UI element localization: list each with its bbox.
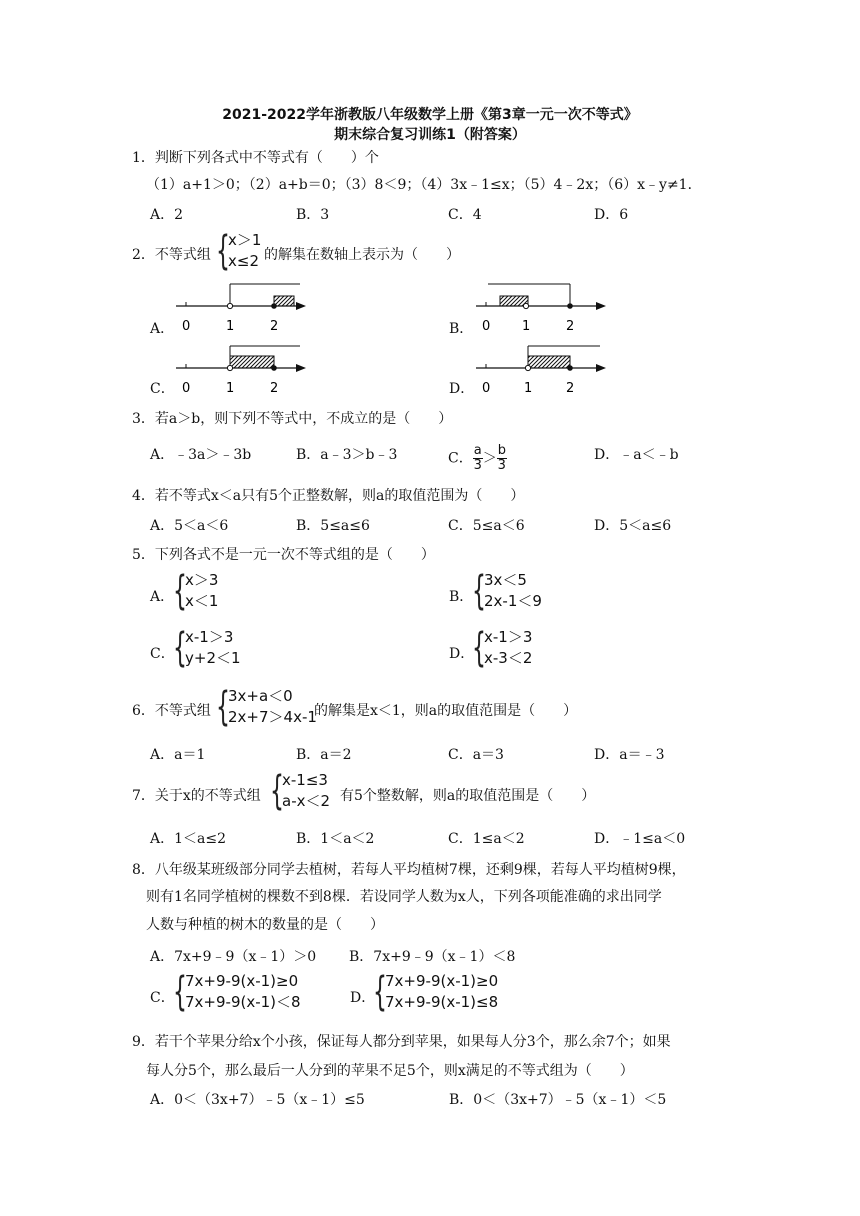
q5-option-d-label: D．: [449, 646, 475, 662]
q8-line3: 人数与种植的树木的数量的是（ ）: [146, 917, 384, 933]
closed-point: [271, 365, 277, 371]
q8-option-b: B．7x+9﹣9（x﹣1）＜8: [349, 949, 516, 965]
q2-system-row2: x≤2: [228, 252, 259, 270]
tick-label-1: 1: [226, 381, 235, 396]
brace-symbol: {: [216, 228, 230, 274]
fraction-a-over-3: $\frac{a}{3}$: [473, 443, 482, 473]
q5-option-d-system: { x-1＞3 x-3＜2: [472, 625, 533, 671]
open-point: [523, 303, 528, 308]
q1-items: （1）a+1＞0；（2）a+b＝0；（3）8＜9；（4）3x﹣1≤x；（5）4﹣2x；（6）x﹣y≠1．: [146, 177, 702, 193]
q5-option-c-system: { x-1＞3 y+2＜1: [173, 625, 241, 671]
q2-option-c-label: C．: [150, 381, 175, 397]
open-point: [227, 365, 232, 370]
q2-number: 2．不等式组: [132, 247, 211, 263]
tick-label-0: 0: [482, 319, 491, 334]
brace-symbol: {: [472, 568, 486, 614]
q8-option-d-label: D．: [350, 990, 376, 1006]
q9-option-b: B．0＜（3x+7）﹣5（x﹣1）＜5: [449, 1092, 667, 1108]
q3-option-c-operator: ＞: [482, 450, 497, 467]
tick-label-1: 1: [226, 319, 235, 334]
axis-arrow: [596, 302, 606, 310]
q8-option-c-label: C．: [150, 990, 175, 1006]
q7-number: 7．关于x的不等式组: [132, 788, 261, 804]
tick-label-0: 0: [182, 381, 191, 396]
tick-label-2: 2: [566, 319, 575, 334]
axis-arrow: [596, 364, 606, 372]
q5-option-b-system: { 3x＜5 2x-1＜9: [472, 568, 542, 614]
brace-symbol: {: [173, 969, 187, 1015]
q6-option-b: B．a＝2: [296, 747, 352, 763]
hatched-region: [528, 356, 570, 368]
hatched-region: [274, 296, 294, 306]
tick-label-2: 2: [270, 381, 279, 396]
q6-tail: 的解集是x＜1，则a的取值范围是（ ）: [314, 703, 578, 719]
q5-option-b-label: B．: [449, 589, 474, 605]
q2-system-row1: x＞1: [228, 231, 262, 249]
brace-symbol: {: [173, 625, 187, 671]
brace-symbol: {: [270, 768, 284, 814]
q6-option-a: A．a＝1: [150, 747, 206, 763]
q6-number: 6．不等式组: [132, 703, 211, 719]
q3-option-d: D．﹣a＜﹣b: [594, 447, 679, 463]
q5-option-c-label: C．: [150, 646, 175, 662]
q4-option-d: D．5＜a≤6: [594, 518, 672, 534]
tick-label-2: 2: [566, 381, 575, 396]
q3-option-c-label: C．: [448, 450, 473, 467]
closed-point: [567, 303, 573, 309]
q4-option-b: B．5≤a≤6: [296, 518, 370, 534]
q2-tail: 的解集在数轴上表示为（ ）: [264, 247, 460, 263]
q2-option-b-label: B．: [449, 321, 474, 337]
q2-option-a-numberline: [170, 282, 315, 338]
q2-option-d-label: D．: [449, 381, 475, 397]
tick-label-1: 1: [522, 319, 531, 334]
q3-stem: 3．若a＞b，则下列不等式中，不成立的是（ ）: [132, 411, 453, 427]
q5-option-a-system: { x＞3 x＜1: [173, 568, 219, 614]
q8-option-d-system: { 7x+9-9(x-1)≥0 7x+9-9(x-1)≤8: [373, 969, 499, 1015]
q7-option-c: C．1≤a＜2: [448, 831, 525, 847]
q3-option-c: [448, 444, 507, 473]
q7-tail: 有5个整数解，则a的取值范围是（ ）: [340, 788, 596, 804]
q7-system: { x-1≤3 a-x＜2: [270, 768, 331, 814]
q8-line1: 8．八年级某班级部分同学去植树，若每人平均植树7棵，还剩9棵，若每人平均植树9棵，: [132, 862, 686, 878]
q6-system: { 3x+a＜0 2x+7＞4x-1: [216, 684, 317, 730]
q2-option-d-numberline: [470, 344, 615, 400]
q6-option-d: D．a＝﹣3: [594, 747, 665, 763]
q5-stem: 5．下列各式不是一元一次不等式组的是（ ）: [132, 547, 435, 563]
q8-line2: 则有1名同学植树的棵数不到8棵．若设同学人数为x人，下列各项能准确的求出同学: [146, 889, 662, 905]
tick-label-2: 2: [270, 319, 279, 334]
q7-option-d: D．﹣1≤a＜0: [594, 831, 686, 847]
q4-option-a: A．5＜a＜6: [150, 518, 229, 534]
document-title-line1: 2021-2022学年浙教版八年级数学上册《第3章一元一次不等式》: [222, 107, 638, 123]
q7-option-a: A．1＜a≤2: [150, 831, 227, 847]
q1-option-c: C．4: [448, 207, 482, 223]
q8-option-a: A．7x+9﹣9（x﹣1）＞0: [150, 949, 317, 965]
q1-option-b: B．3: [296, 207, 330, 223]
tick-label-0: 0: [482, 381, 491, 396]
q1-stem: 1．判断下列各式中不等式有（ ）个: [132, 150, 379, 166]
tick-label-1: 1: [524, 381, 533, 396]
q1-option-a: A．2: [150, 207, 184, 223]
open-point: [525, 365, 530, 370]
brace-symbol: {: [216, 684, 230, 730]
brace-symbol: {: [472, 625, 486, 671]
q2-option-c-numberline: [170, 344, 315, 400]
axis-arrow: [296, 302, 306, 310]
document-title-line2: 期末综合复习训练1（附答案）: [334, 127, 526, 143]
axis-arrow: [296, 364, 306, 372]
q9-line1: 9．若干个苹果分给x个小孩，保证每人都分到苹果，如果每人分3个，那么余7个；如果: [132, 1034, 671, 1050]
brace-symbol: {: [173, 568, 187, 614]
q4-stem: 4．若不等式x＜a只有5个正整数解，则a的取值范围为（ ）: [132, 488, 525, 504]
closed-point: [567, 365, 573, 371]
closed-point: [271, 303, 277, 309]
q7-option-b: B．1＜a＜2: [296, 831, 375, 847]
q2-system: [216, 230, 261, 272]
tick-label-0: 0: [182, 319, 191, 334]
q9-line2: 每人分5个，那么最后一人分到的苹果不足5个，则x满足的不等式组为（ ）: [146, 1063, 634, 1079]
q4-option-c: C．5≤a＜6: [448, 518, 525, 534]
hatched-region: [230, 356, 274, 368]
fraction-b-over-3: $\frac{b}{3}$: [497, 443, 506, 473]
q2-option-a-label: A．: [150, 321, 175, 337]
q3-option-a: A．﹣3a＞﹣3b: [150, 447, 252, 463]
open-point: [227, 303, 232, 308]
q9-option-a: A．0＜（3x+7）﹣5（x﹣1）≤5: [150, 1092, 365, 1108]
brace-symbol: {: [373, 969, 387, 1015]
q6-option-c: C．a＝3: [448, 747, 504, 763]
q3-option-b: B．a﹣3＞b﹣3: [296, 447, 398, 463]
q1-option-d: D．6: [594, 207, 629, 223]
q8-option-c-system: { 7x+9-9(x-1)≥0 7x+9-9(x-1)＜8: [173, 969, 301, 1015]
q5-option-a-label: A．: [150, 589, 175, 605]
q2-option-b-numberline: [470, 282, 615, 338]
